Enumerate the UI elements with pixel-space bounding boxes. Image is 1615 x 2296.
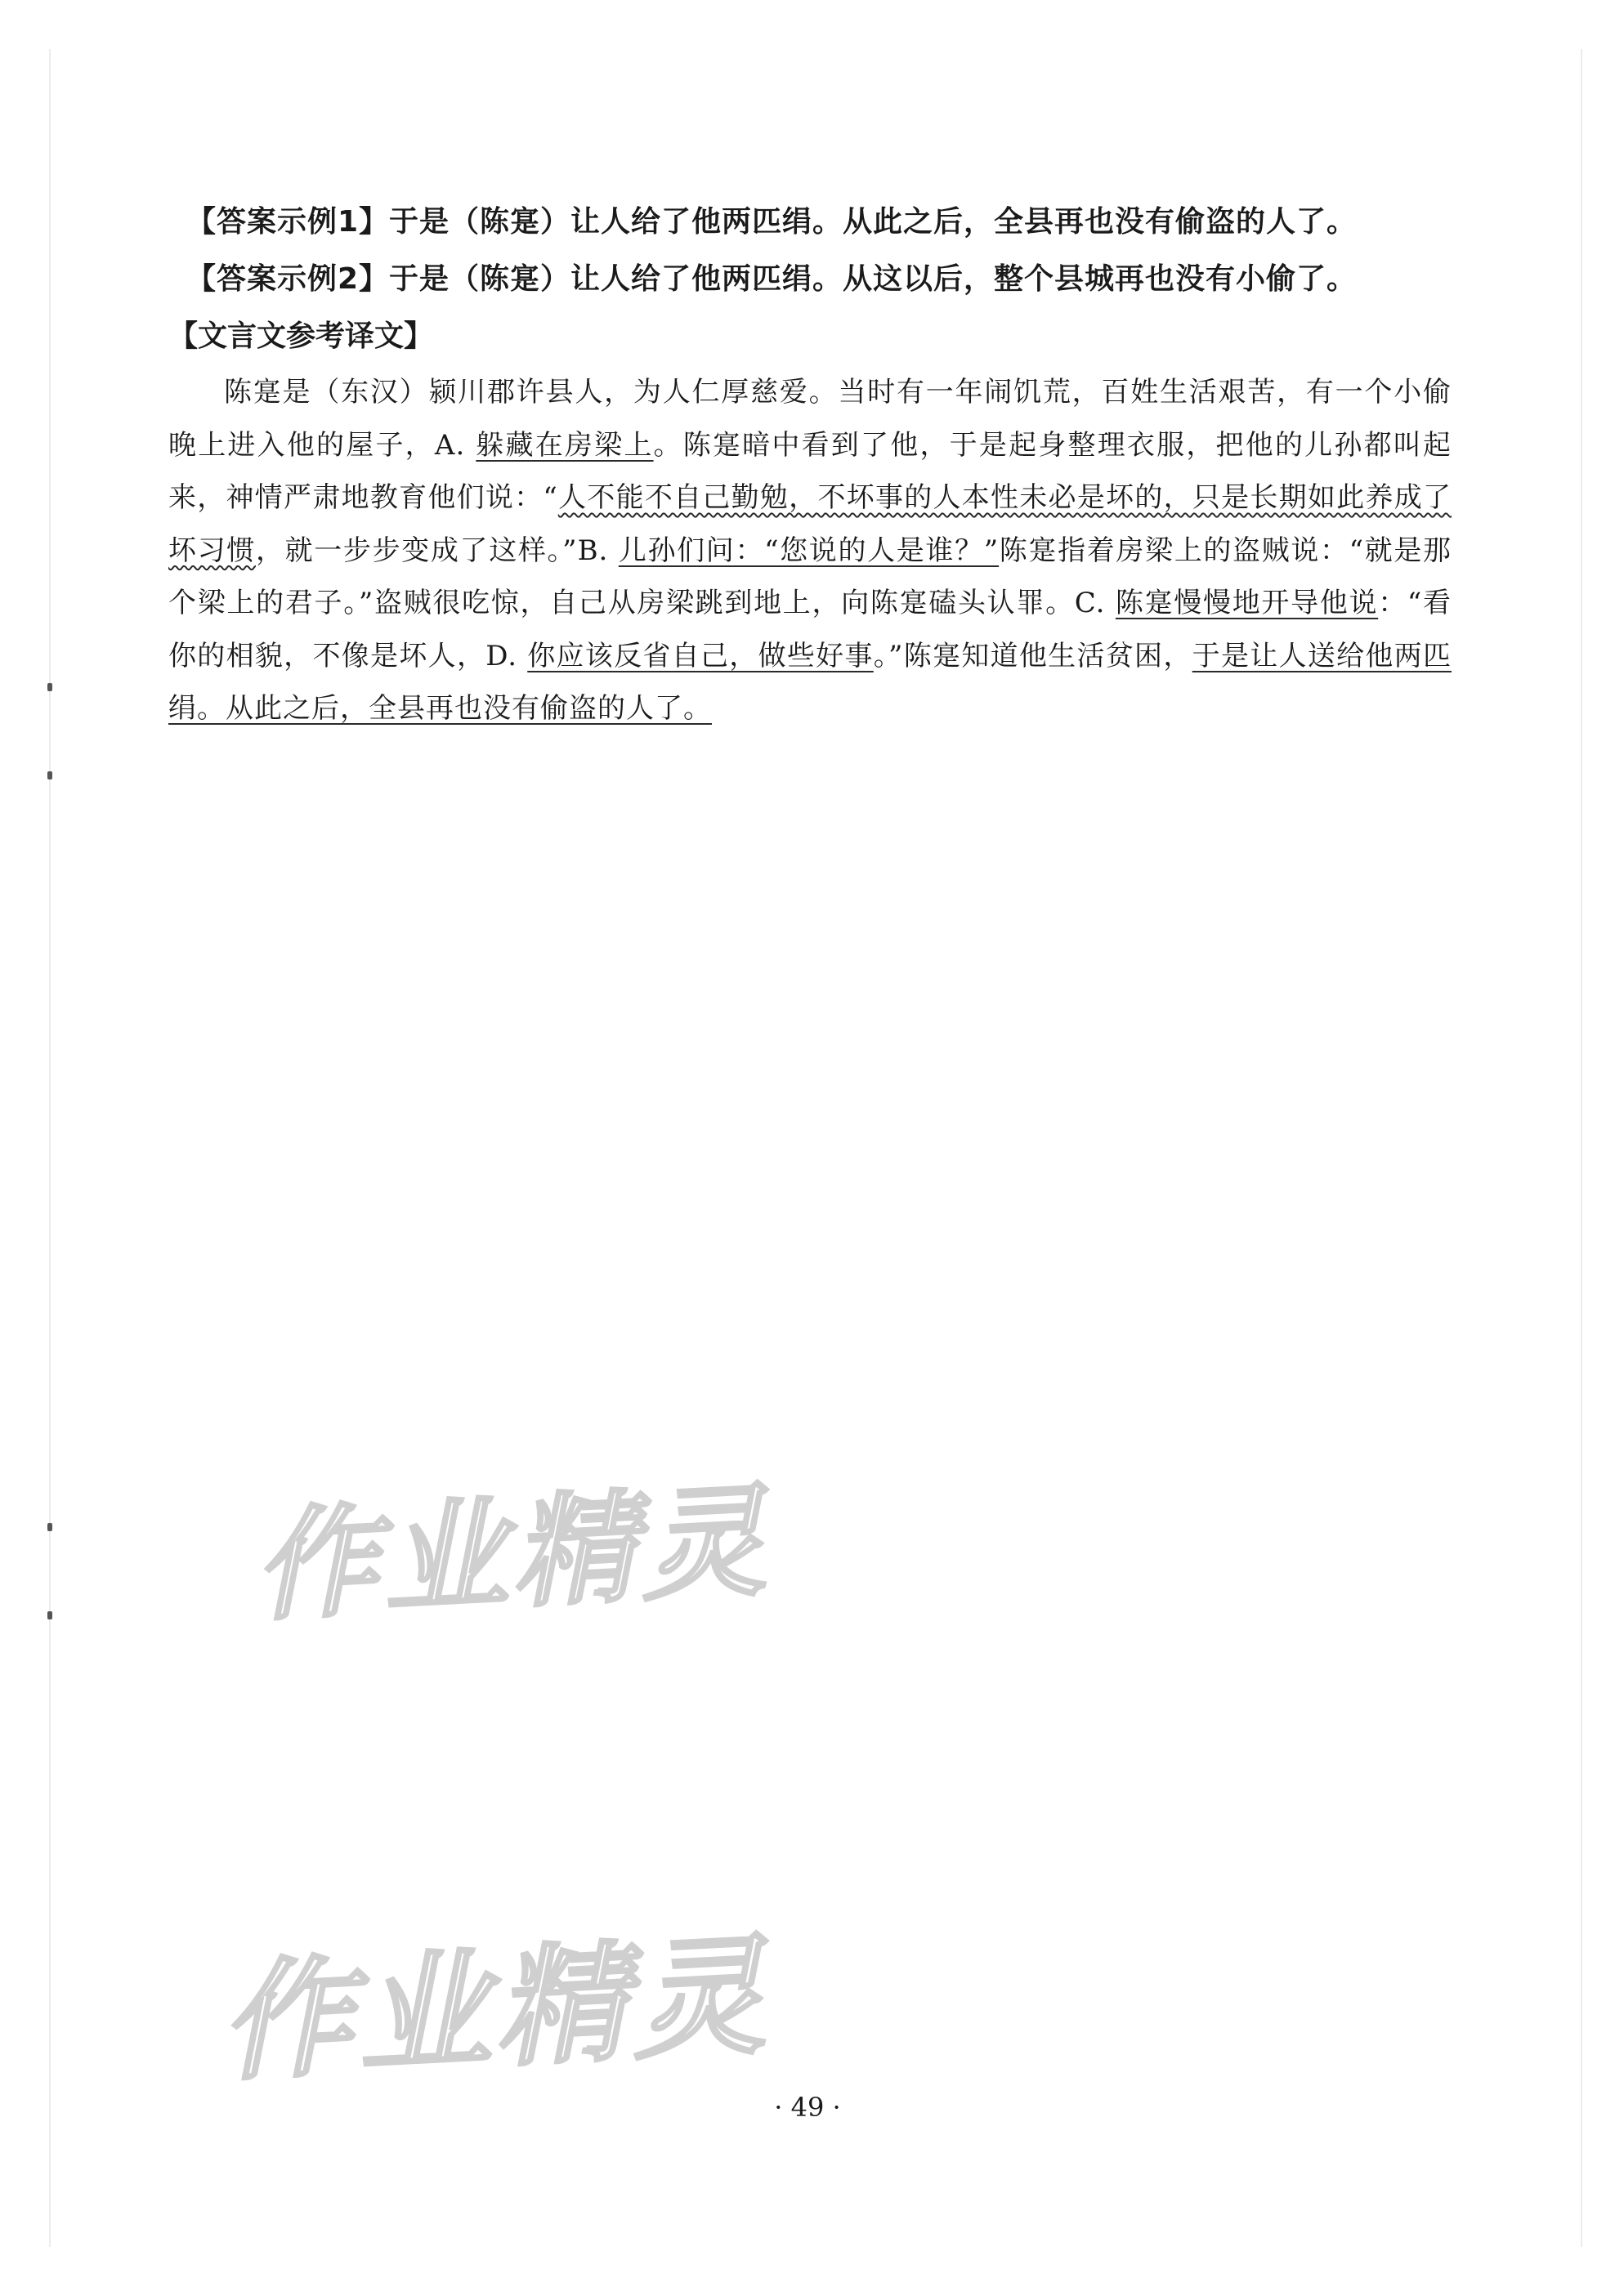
scan-mark — [47, 683, 52, 691]
underlined-phrase-a: 躲藏在房梁上 — [476, 428, 654, 462]
scan-mark — [47, 1523, 52, 1531]
underlined-phrase-d: 你应该反省自己，做些好事 — [527, 639, 874, 672]
watermark-logo: 作业精灵 — [217, 1918, 796, 2100]
page-edge-right — [1581, 49, 1582, 2247]
translation-paragraph — [168, 366, 1452, 735]
section-heading: 【文言文参考译文】 — [168, 319, 434, 353]
page-number: · 49 · — [774, 2092, 841, 2123]
page-edge-left — [49, 49, 51, 2247]
scan-mark — [47, 771, 52, 779]
watermark-logo: 作业精灵 — [250, 1469, 795, 1639]
translation-text: 。陈寔暗中看到了他，于是起身整理衣服，把他的儿孙都叫起来，神情严肃地教育他们说：“ — [168, 428, 1452, 514]
translation-text: ，就一步步变成了这样。”B. — [255, 534, 619, 567]
translation-text: 陈寔是（东汉）颍川郡许县人，为人仁厚慈爱。当时有一年闹饥荒，百姓生活艰苦，有一个小偷晚上进入他的屋子，A. — [168, 376, 1452, 462]
translation-text: 陈寔指着房梁上的盗贼说：“就是那个梁上的君子。”盗贼很吃惊，自己从房梁跳到地上，向陈寔磕头认罪。C. — [168, 534, 1452, 619]
translation-text: 。”陈寔知道他生活贫困， — [873, 639, 1192, 672]
answer-example-1: 【答案示例1】于是（陈寔）让人给了他两匹绢。从此之后，全县再也没有偷盗的人了。 — [186, 205, 1358, 239]
underlined-phrase-c: 陈寔慢慢地开导他说 — [1115, 587, 1379, 619]
translation-text: ：“看你的相貌，不像是坏人，D. — [168, 587, 1452, 672]
underlined-final-sentence: 于是让人送给他两匹绢。从此之后，全县再也没有偷盗的人了。 — [168, 639, 1452, 725]
underlined-phrase-b: 儿孙们问：“您说的人是谁？” — [618, 534, 1000, 567]
wavy-underlined-phrase: 人不能不自己勤勉，不坏事的人本性未必是坏的，只是长期如此养成了坏习惯 — [168, 481, 1452, 567]
answer-example-2: 【答案示例2】于是（陈寔）让人给了他两匹绢。从这以后，整个县城再也没有小偷了。 — [186, 262, 1358, 296]
scan-mark — [47, 1611, 52, 1619]
